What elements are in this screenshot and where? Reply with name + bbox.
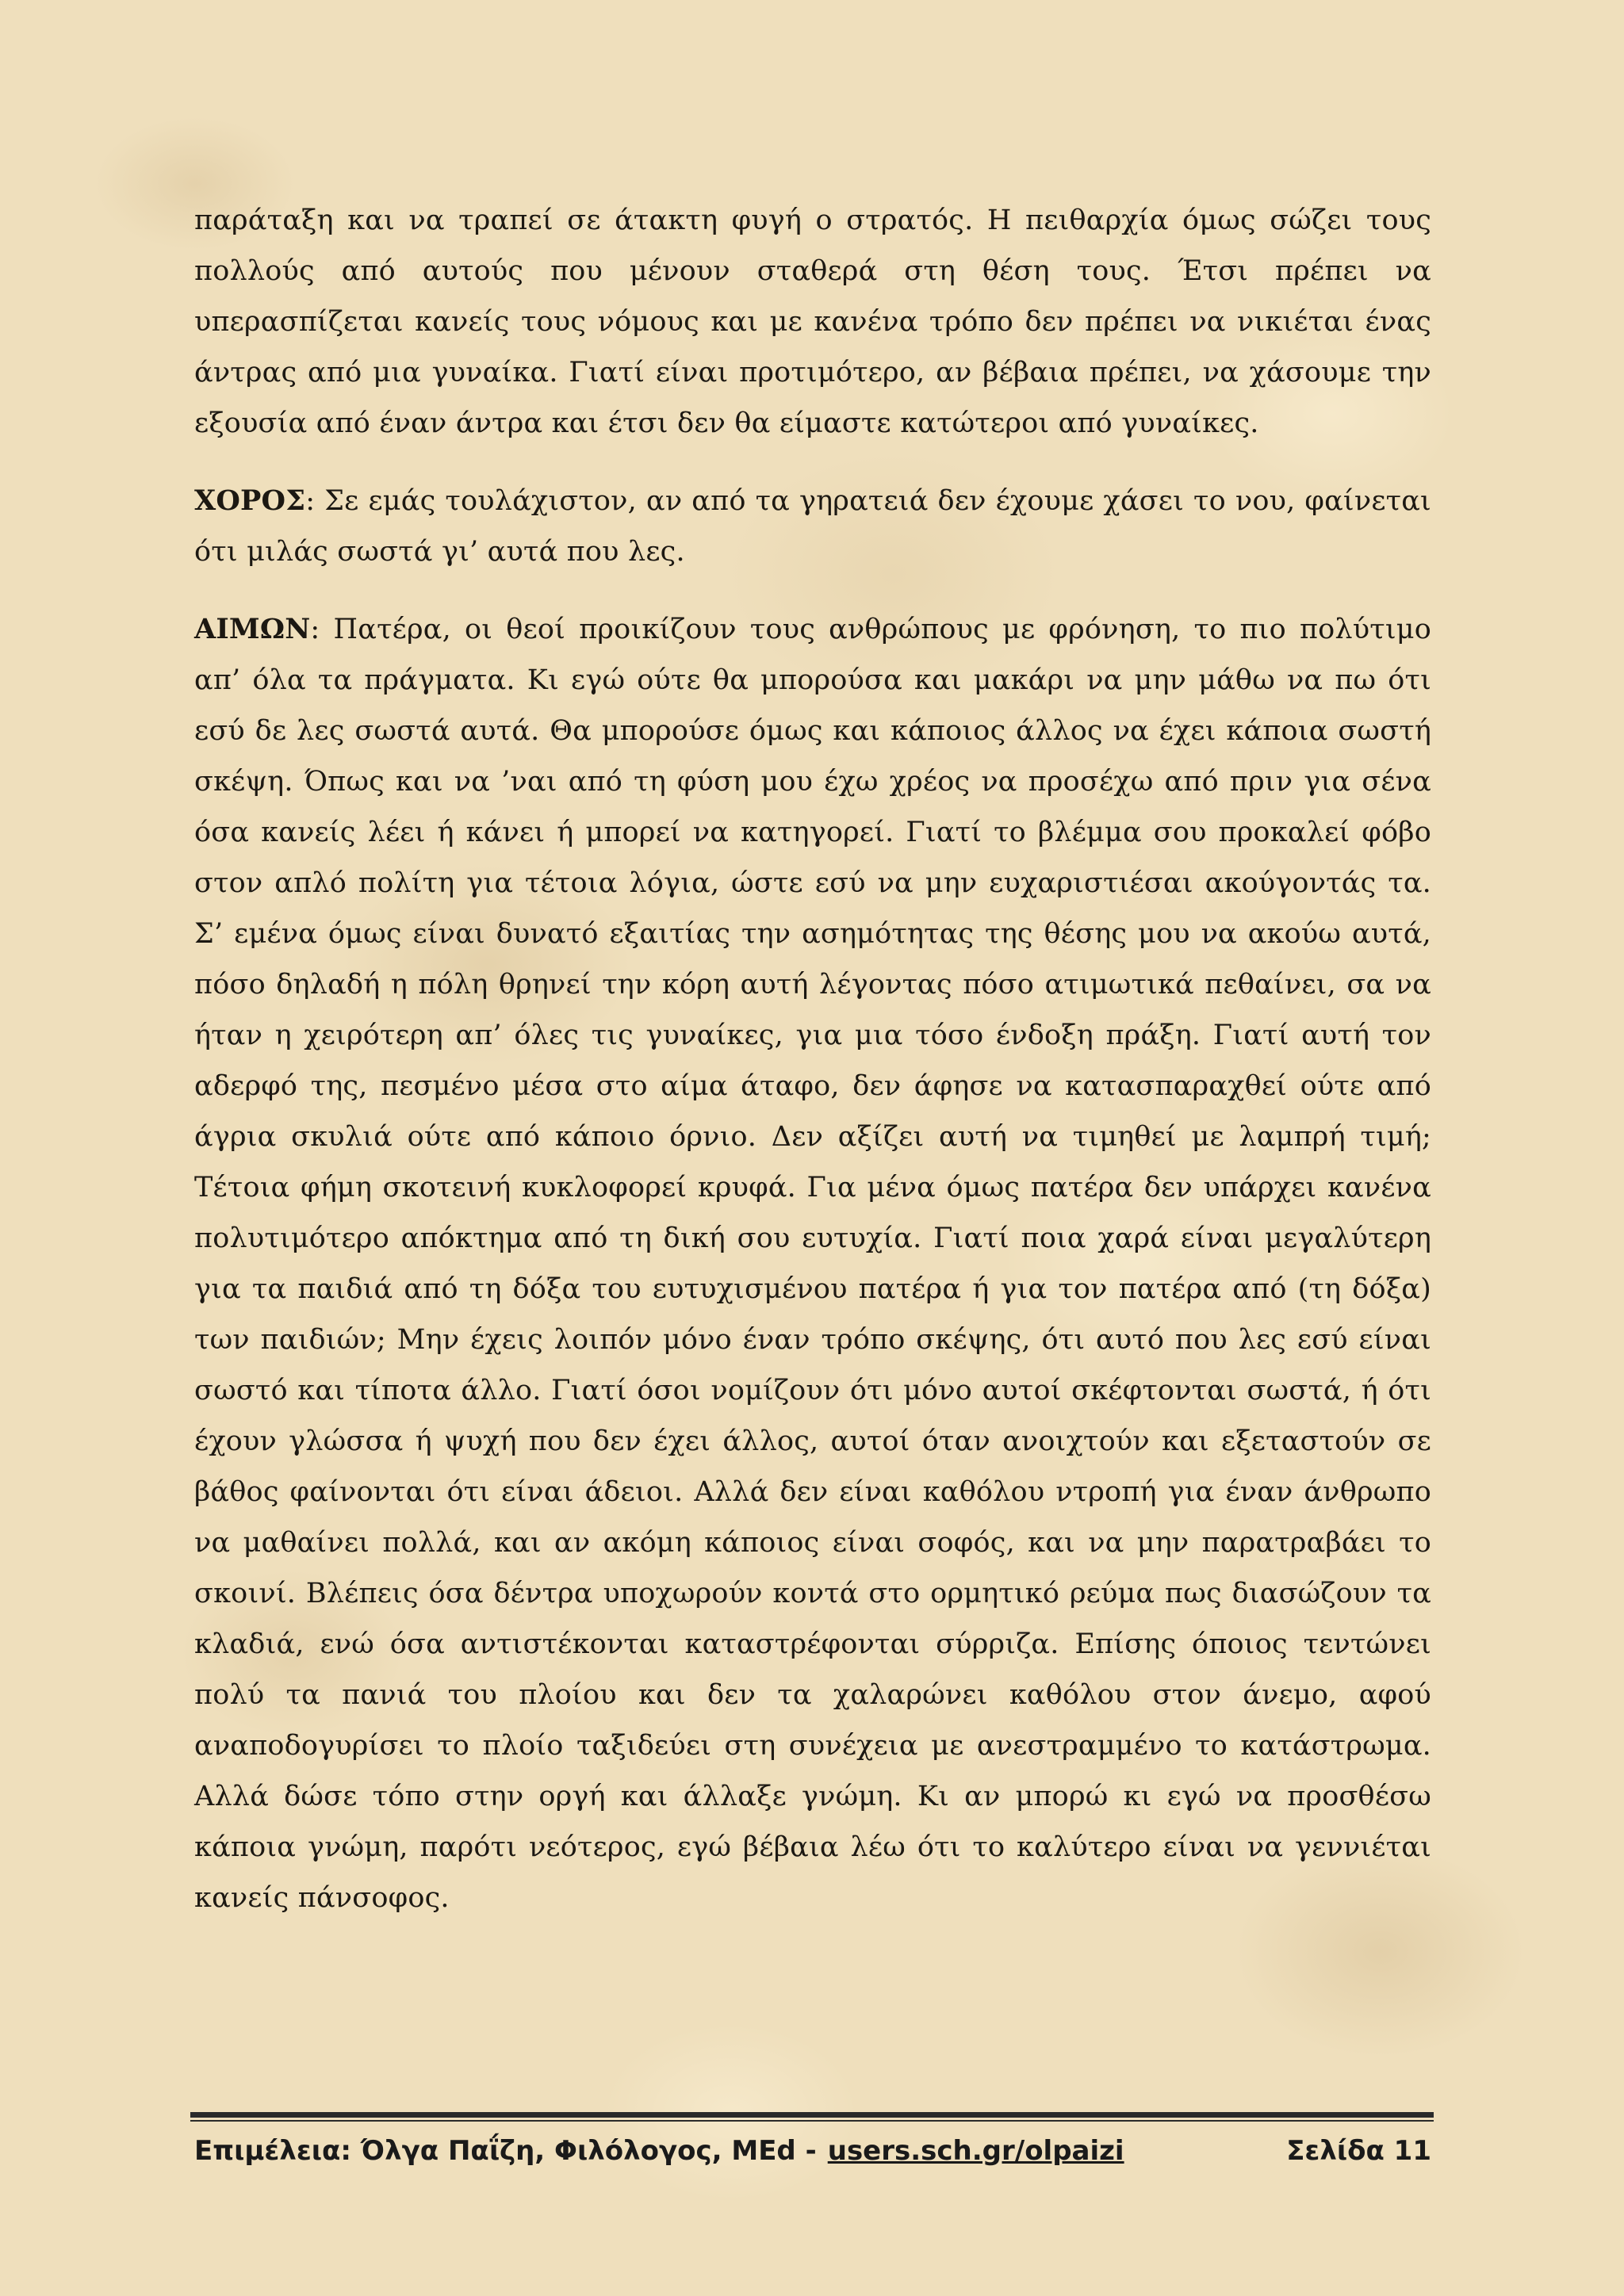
document-body [194, 195, 1431, 1950]
footer-credit-line [194, 2131, 1124, 2171]
paragraph-text: : Σε εμάς τουλάχιστον, αν από τα γηρατειά δεν έχουμε χάσει το νου, φαίνεται ότι μιλάς σωστά γι’ αυτά που λες. [194, 485, 1431, 568]
speaker-name: ΑΙΜΩΝ [194, 613, 311, 645]
paragraph-text: : Πατέρα, οι θεοί προικίζουν τους ανθρώπους με φρόνηση, το πιο πολύτιμο απ’ όλα τα πράγματα. Κι εγώ ούτε θα μπορούσα και μακάρι να μην μάθω να πω ότι εσύ δε λες σωστά αυτά. Θα μπορούσε όμως και κάποιος άλλος να έχει κάποια σωστή σκέψη. Όπως και να ’ναι από τη φύση μου έχω χρέος να προσέχω από πριν για σένα όσα κανείς λέει ή κάνει ή μπορεί να κατηγορεί. Γιατί το βλέμμα σου προκαλεί φόβο στον απλό πολίτη για τέτοια λόγια, ώστε εσύ να μην ευχαριστιέσαι ακούγοντάς τα. Σ’ εμένα όμως είναι δυνατό εξαιτίας την ασημότητας της θέσης μου να ακούω αυτά, πόσο δηλαδή η πόλη θρηνεί την κόρη αυτή λέγοντας πόσο ατιμωτικά πεθαίνει, σα να ήταν η χειρότερη απ’ όλες τις γυναίκες, για μια τόσο ένδοξη πράξη. Γιατί αυτή τον αδερφό της, πεσμένο μέσα στο αίμα άταφο, δεν άφησε να κατασπαραχθεί ούτε από άγρια σκυλιά ούτε από κάποιο όρνιο. Δεν αξίζει αυτή να τιμηθεί με λαμπρή τιμή; Τέτοια φήμη σκοτεινή κυκλοφορεί κρυφά. Για μένα όμως πατέρα δεν υπάρχει κανένα πολυτιμότερο απόκτημα από τη δική σου ευτυχία. Γιατί ποια χαρά είναι μεγαλύτερη για τα παιδιά από τη δόξα του ευτυχισμένου πατέρα ή για τον πατέρα από (τη δόξα) των παιδιών; Μην έχεις λοιπόν μόνο έναν τρόπο σκέψης, ότι αυτό που λες εσύ είναι σωστό και τίποτα άλλο. Γιατί όσοι νομίζουν ότι μόνο αυτοί σκέφτονται σωστά, ή ότι έχουν γλώσσα ή ψυχή που δεν έχει άλλος, αυτοί όταν ανοιχτούν και εξεταστούν σε βάθος φαίνονται ότι είναι άδειοι. Αλλά δεν είναι καθόλου ντροπή για έναν άνθρωπο να μαθαίνει πολλά, και αν ακόμη κάποιος είναι σοφός, και να μην παρατραβάει το σκοινί. Βλέπεις όσα δέντρα υποχωρούν κοντά στο ορμητικό ρεύμα πως διασώζουν τα κλαδιά, ενώ όσα αντιστέκονται καταστρέφονται σύρριζα. Επίσης όποιος τεντώνει πολύ τα πανιά του πλοίου και δεν τα χαλαρώνει καθόλου στον άνεμο, αφού αναποδογυρίσει το πλοίο ταξιδεύει στη συνέχεια με ανεστραμμένο το κατάστρωμα. Αλλά δώσε τόπο στην οργή και άλλαξε γνώμη. Κι αν μπορώ κι εγώ να προσθέσω κάποια γνώμη, παρότι νεότερος, εγώ βέβαια λέω ότι το καλύτερο είναι να γεννιέται κανείς πάνσοφος. [194, 614, 1431, 1914]
footer-divider-thin [190, 2120, 1434, 2122]
speaker-name: ΧΟΡΟΣ [194, 484, 306, 517]
footer-divider [190, 2112, 1434, 2118]
page-number: Σελίδα 11 [1286, 2135, 1431, 2167]
page-footer [194, 2131, 1431, 2171]
paragraph [194, 195, 1431, 449]
paragraph-haemon [194, 604, 1431, 1923]
paragraph-text: παράταξη και να τραπεί σε άτακτη φυγή ο στρατός. Η πειθαρχία όμως σώζει τους πολλούς από αυτούς που μένουν σταθερά στη θέση τους. Έτσι πρέπει να υπερασπίζεται κανείς τους νόμους και με κανένα τρόπο δεν πρέπει να νικιέται ένας άντρας από μια γυναίκα. Γιατί είναι προτιμότερο, αν βέβαια πρέπει, να χάσουμε την εξουσία από έναν άντρα και έτσι δεν θα είμαστε κατώτεροι από γυναίκες. [194, 205, 1431, 439]
footer-credit: Επιμέλεια: Όλγα Παΐζη, Φιλόλογος, MEd - [194, 2135, 817, 2167]
paragraph-chorus [194, 476, 1431, 577]
footer-link[interactable]: users.sch.gr/olpaizi [827, 2135, 1124, 2167]
